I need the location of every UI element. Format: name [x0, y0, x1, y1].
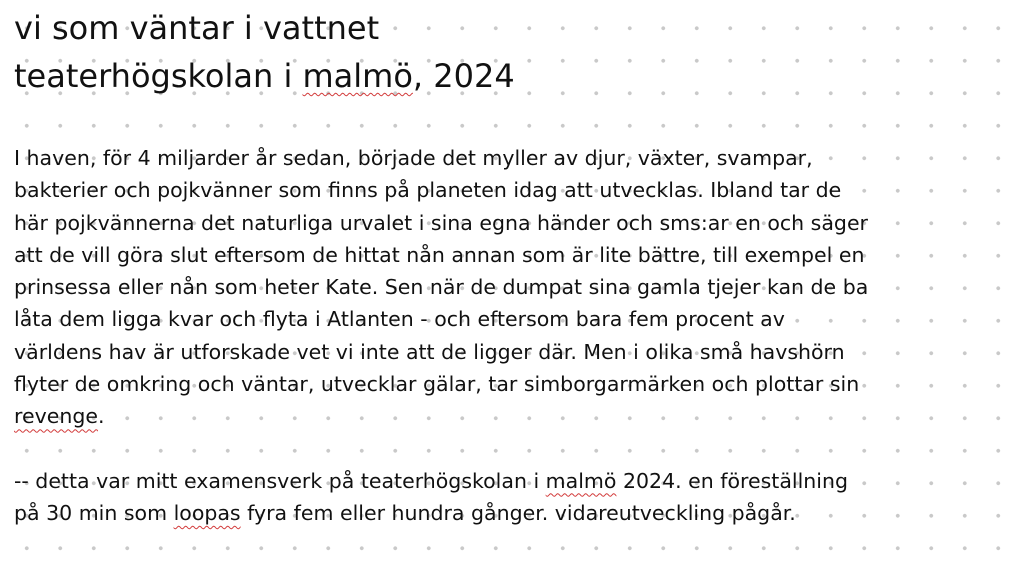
note-line-2-prefix: på 30 min som [14, 500, 174, 525]
paragraph-note [14, 465, 1006, 530]
title-line-1: vi som väntar i vattnet [14, 9, 380, 47]
paragraph-line: att de vill göra slut eftersom de hittat nån annan som är lite bättre, till exempel en [14, 242, 865, 267]
paragraph-intro [14, 142, 1006, 433]
paragraph-line-suffix: . [97, 404, 105, 429]
spellcheck-flagged-word[interactable]: malmö [545, 468, 617, 493]
spellcheck-flagged-word[interactable]: loopas [173, 500, 241, 525]
title-line-2-suffix: , 2024 [412, 57, 515, 95]
paragraph-line: I haven, för 4 miljarder år sedan, började det myller av djur, växter, svampar, [14, 146, 813, 170]
paragraph-line [14, 497, 1006, 529]
paragraph-line: världens hav är utforskade vet vi inte att de ligger där. Men i olika små havshörn [14, 339, 845, 364]
paragraph-line: bakterier och pojkvänner som finns på planeten idag att utvecklas. Ibland tar de [14, 178, 842, 203]
spellcheck-flagged-word[interactable]: malmö [302, 57, 413, 95]
paragraph-line [14, 465, 1006, 497]
paragraph-line: här pojkvännerna det naturliga urvalet i sina egna händer och sms:ar en och säger [14, 210, 868, 235]
document-body[interactable] [14, 4, 1006, 529]
title-line-2 [14, 52, 1006, 100]
spellcheck-flagged-word[interactable]: revenge [14, 404, 98, 429]
paragraph-line-last [14, 400, 1006, 432]
note-line-1-suffix: 2024. en föreställning [616, 468, 848, 493]
note-line-2-suffix: fyra fem eller hundra gånger. vidareutveckling pågår. [240, 500, 796, 525]
note-line-1-prefix: -- detta var mitt examensverk på teaterhögskolan i [14, 468, 546, 493]
paragraph-line: flyter de omkring och väntar, utvecklar gälar, tar simborgarmärken och plottar sin [14, 372, 860, 397]
paragraph-line: låta dem ligga kvar och flyta i Atlanten - och eftersom bara fem procent av [14, 307, 785, 332]
title-line-2-prefix: teaterhögskolan i [14, 57, 303, 95]
paragraph-line: prinsessa eller nån som heter Kate. Sen när de dumpat sina gamla tjejer kan de ba [14, 275, 869, 300]
